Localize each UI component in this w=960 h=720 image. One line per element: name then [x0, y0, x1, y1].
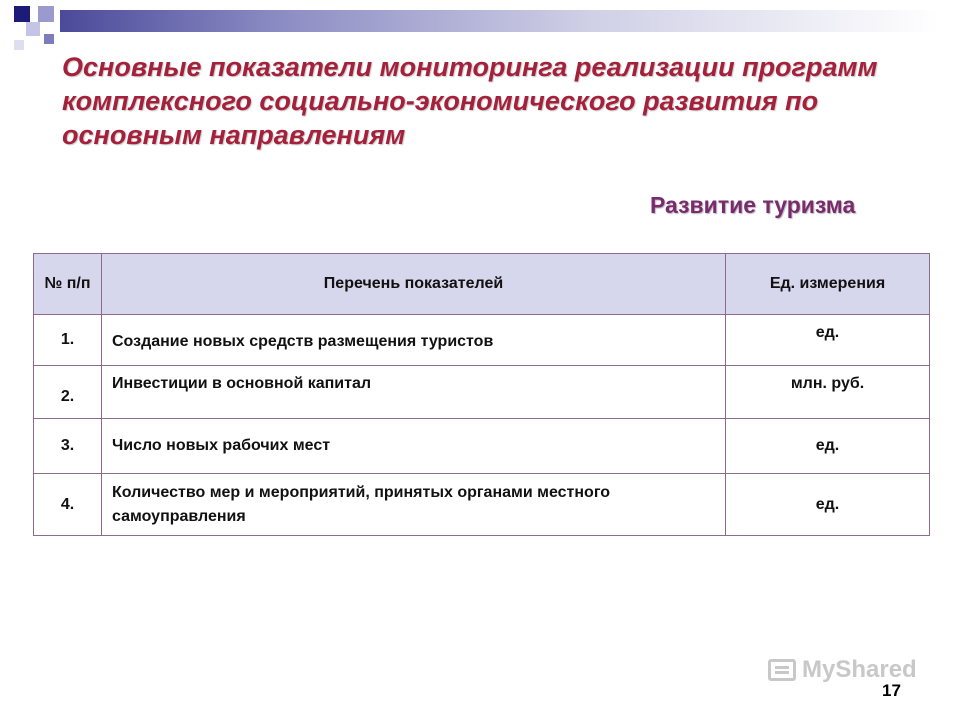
table-row — [34, 315, 930, 366]
row-unit — [726, 315, 930, 366]
row-unit: ед. — [726, 474, 930, 536]
row-num: 3. — [34, 419, 102, 474]
presentation-icon — [768, 659, 796, 681]
row-num — [34, 366, 102, 419]
row-unit-text: млн. руб. — [790, 375, 865, 392]
row-name — [102, 474, 726, 536]
row-name-text: Создание новых средств размещения туристов — [112, 333, 494, 350]
row-name-text: Количество мер и мероприятий, принятых органами местного самоуправления — [112, 483, 611, 525]
row-name-text: Инвестиции в основной капитал — [112, 375, 372, 392]
slide-title: Основные показатели мониторинга реализации программ комплексного социально-экономического развития по основным направлениям — [62, 52, 878, 150]
page-number: 17 — [882, 681, 901, 700]
row-num-text: 2. — [60, 388, 75, 405]
row-name — [102, 419, 726, 474]
header-num-label: № п/п — [44, 275, 91, 292]
indicators-table — [33, 253, 930, 536]
header-unit-label: Ед. измерения — [769, 275, 886, 292]
row-unit: ед. — [726, 419, 930, 474]
table-row — [34, 366, 930, 419]
watermark — [768, 656, 917, 684]
section-subtitle: Развитие туризма — [650, 192, 856, 218]
table-row — [34, 419, 930, 474]
header-name-label: Перечень показателей — [323, 275, 504, 292]
header-name — [102, 254, 726, 315]
row-num: 1. — [34, 315, 102, 366]
table-row — [34, 474, 930, 536]
row-name-text: Число новых рабочих мест — [112, 437, 331, 454]
table-header-row — [34, 254, 930, 315]
row-unit-text: ед. — [815, 324, 840, 341]
watermark-text: MyShared — [802, 656, 917, 683]
header-gradient-bar — [60, 10, 940, 32]
header-num — [34, 254, 102, 315]
row-unit — [726, 366, 930, 419]
row-name — [102, 315, 726, 366]
header-unit — [726, 254, 930, 315]
row-num: 4. — [34, 474, 102, 536]
row-name — [102, 366, 726, 419]
